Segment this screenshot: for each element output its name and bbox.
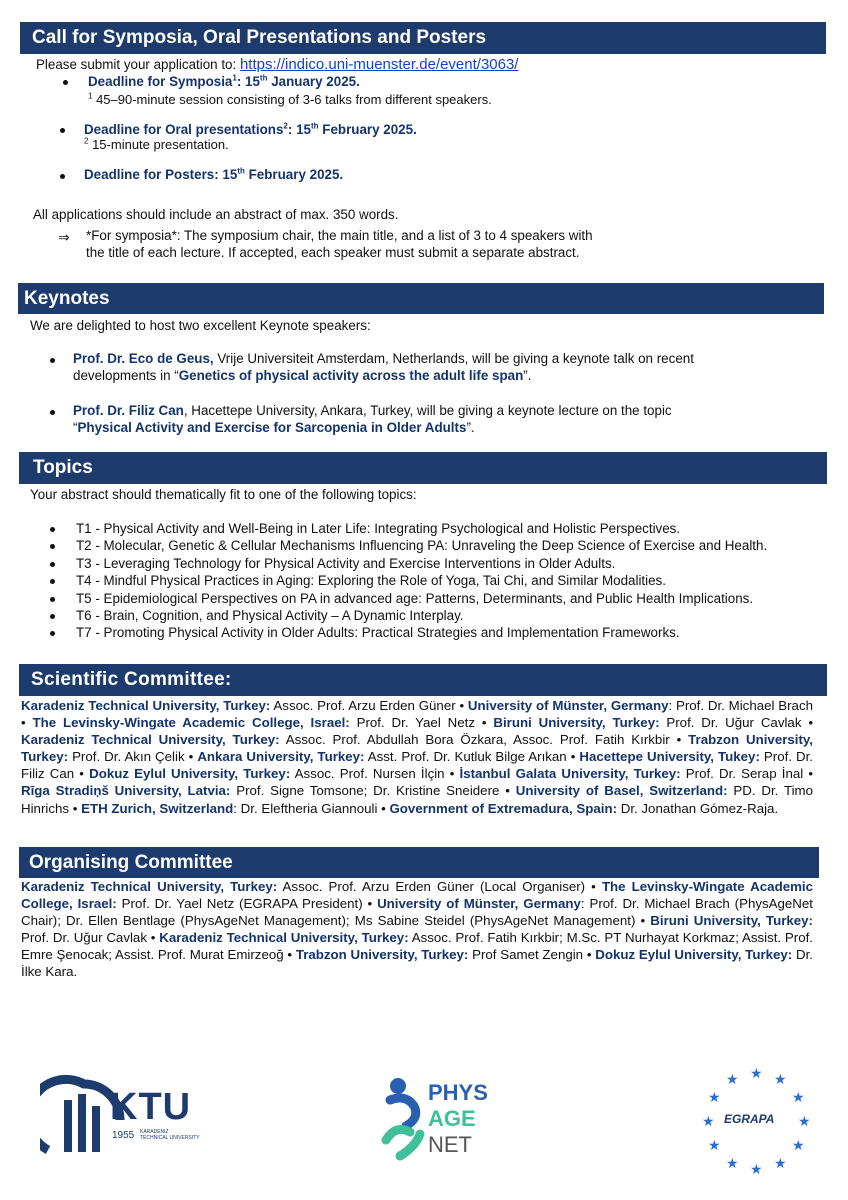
committee-names: Dr. Jonathan Gómez-Raja. xyxy=(617,800,779,816)
cfp-header xyxy=(20,22,826,54)
committee-org: İstanbul Galata University, Turkey: xyxy=(459,766,681,782)
committee-org: Hacettepe University, Tukey: xyxy=(579,749,760,765)
symposia-deadline: Deadline for Symposia$^1$: 15th January 2025. xyxy=(88,73,360,89)
scientific-members xyxy=(21,697,813,817)
committee-names: Prof. Dr. Akın Çelik • xyxy=(68,749,198,765)
net-text: NET xyxy=(428,1132,472,1157)
bullet xyxy=(50,410,55,415)
submit-text: Please submit your application to: xyxy=(36,57,237,72)
committee-names: Prof. Dr. Yael Netz (EGRAPA President) • xyxy=(116,896,378,912)
committee-names: Prof. Dr. Yael Netz • xyxy=(349,715,494,731)
ktu-text: KTU xyxy=(110,1086,192,1128)
list-item: T7 - Promoting Physical Activity in Older Adults: Practical Strategies and Implementation Frameworks. xyxy=(48,625,767,642)
committee-names: Prof. Signe Tomsone; Dr. Kristine Sneidere • xyxy=(230,783,516,799)
committee-names: Asst. Prof. Dr. Kutluk Bilge Arıkan • xyxy=(364,749,580,765)
keynote-2: Prof. Dr. Filiz Can, Hacettepe University, Ankara, Turkey, will be giving a keynote lecture on the topic “Physical Activity and Exercise for Sarcopenia in Older Adults”. xyxy=(73,403,672,435)
list-item: T3 - Leveraging Technology for Physical Activity and Exercise Interventions in Older Adults. xyxy=(48,556,767,573)
committee-names: Assoc. Prof. Arzu Erden Güner (Local Organiser) • xyxy=(277,879,602,894)
bullet xyxy=(50,358,55,363)
committee-names: PD. Dr. Timo Hinrichs • xyxy=(21,783,814,816)
topics-title: Topics xyxy=(33,457,93,478)
committee-org: Karadeniz Technical University, Turkey: xyxy=(21,698,271,713)
list-item: T4 - Mindful Physical Practices in Aging: Exploring the Role of Yoga, Tai Chi, and Similar Modalities. xyxy=(48,573,767,590)
committee-names: Assoc. Prof. Abdullah Bora Özkara, Assoc. Prof. Fatih Kırkbir • xyxy=(279,732,689,748)
committee-names: Assoc. Prof. Fatih Kırkbir; M.Sc. PT Nurhayat Korkmaz; Assist. Prof. Emre Şenocak; Assist. Prof. Murat Emirzeoğ • xyxy=(21,930,814,963)
scientific-title: Scientific Committee: xyxy=(31,669,232,690)
committee-org: The Levinsky-Wingate Academic College, Israel: xyxy=(21,879,814,912)
committee-names: Prof Samet Zengin • xyxy=(468,947,596,963)
committee-org: Government of Extremadura, Spain: xyxy=(389,800,618,816)
ktu-logo xyxy=(40,1072,200,1162)
committee-org: Karadeniz Technical University, Turkey: xyxy=(21,732,280,748)
list-item: T2 - Molecular, Genetic & Cellular Mechanisms Influencing PA: Unraveling the Deep Science of Exercise and Health. xyxy=(48,538,767,555)
topics-header xyxy=(19,452,827,484)
oral-deadline: Deadline for Oral presentations$^2$: 15th February 2025. xyxy=(84,121,417,137)
symposia-note: $^1$ 45–90-minute session consisting of 3-6 talks from different speakers. xyxy=(88,91,492,107)
organising-title: Organising Committee xyxy=(29,851,233,873)
committee-org: Trabzon University, Turkey: xyxy=(295,947,469,963)
committee-org: Ankara University, Turkey: xyxy=(197,749,365,765)
physagenet-logo xyxy=(376,1074,516,1164)
abstract-text: All applications should include an abstract of max. 350 words. xyxy=(33,207,399,222)
organising-members xyxy=(21,878,813,981)
age-text: AGE xyxy=(428,1106,476,1131)
committee-org: Biruni University, Turkey: xyxy=(650,913,813,929)
committee-org: Karadeniz Technical University, Turkey: xyxy=(21,879,278,894)
committee-org: University of Basel, Switzerland: xyxy=(515,783,728,799)
person-figure-icon xyxy=(376,1074,436,1164)
committee-names: Assoc. Prof. Nursen İlçin • xyxy=(290,766,460,782)
egrapa-logo: ★ ★ ★ ★ ★ ★ ★ ★ ★ ★ ★ ★ EGRAPA xyxy=(702,1065,811,1177)
committee-names: : Prof. Dr. Michael Brach (PhysAgeNet Chair); Dr. Ellen Bentlage (PhysAgeNet Management); Ms Sabine Steidel (PhysAgeNet Management) • xyxy=(21,896,813,929)
bullet xyxy=(60,174,65,179)
committee-org: Biruni University, Turkey: xyxy=(493,715,660,731)
committee-org: Dokuz Eylul University, Turkey: xyxy=(89,766,291,782)
committee-names: : Prof. Dr. Michael Brach • xyxy=(21,698,814,731)
committee-names: Prof. Dr. Filiz Can • xyxy=(21,749,813,782)
ktu-sub: KARADENIZ TECHNICAL UNIVERSITY xyxy=(140,1129,200,1141)
keynotes-header xyxy=(18,283,824,314)
committee-org: ETH Zurich, Switzerland xyxy=(81,800,234,816)
committee-org: Karadeniz Technical University, Turkey: xyxy=(159,930,409,946)
committee-org: University of Münster, Germany xyxy=(467,698,669,713)
list-item: T1 - Physical Activity and Well-Being in Later Life: Integrating Psychological and Holistic Perspectives. xyxy=(48,521,767,538)
committee-org: Rīga Stradiņš University, Latvia: xyxy=(21,783,231,799)
egrapa-text: EGRAPA xyxy=(724,1112,775,1126)
list-item: T6 - Brain, Cognition, and Physical Activity – A Dynamic Interplay. xyxy=(48,608,767,625)
list-item: T5 - Epidemiological Perspectives on PA in advanced age: Patterns, Determinants, and Public Health Implications. xyxy=(48,591,767,608)
committee-names: Assoc. Prof. Arzu Erden Güner • xyxy=(270,698,468,713)
keynote-1: Prof. Dr. Eco de Geus, Vrije Universiteit Amsterdam, Netherlands, will be giving a keynote talk on recent developments in “Genetics of physical activity across the adult life span”. xyxy=(73,351,694,383)
cfp-title: Call for Symposia, Oral Presentations and Posters xyxy=(32,27,487,48)
committee-org: Trabzon University, Turkey: xyxy=(21,732,814,765)
committee-names: : Dr. Eleftheria Giannouli • xyxy=(233,800,390,816)
phys-text: PHYS xyxy=(428,1080,488,1105)
committee-org: University of Münster, Germany xyxy=(377,896,581,912)
organising-header xyxy=(19,847,819,878)
bullet xyxy=(63,80,68,85)
scientific-header xyxy=(19,664,827,696)
ktu-year: 1955 xyxy=(112,1130,135,1141)
submit-line xyxy=(36,56,518,73)
committee-org: The Levinsky-Wingate Academic College, Israel: xyxy=(32,715,350,731)
committee-names: Prof. Dr. Serap İnal • xyxy=(680,766,813,782)
topics-intro: Your abstract should thematically fit to one of the following topics: xyxy=(30,487,417,502)
topics-list xyxy=(48,521,767,643)
committee-names: Dr. İlke Kara. xyxy=(21,947,813,980)
committee-names: Prof. Dr. Uğur Cavlak • xyxy=(659,715,813,731)
bullet xyxy=(60,128,65,133)
arrow-icon: ⇒ xyxy=(58,229,70,245)
committee-names: Prof. Dr. Uğur Cavlak • xyxy=(21,930,160,946)
symposia-info: *For symposia*: The symposium chair, the main title, and a list of 3 to 4 speakers with the title of each lecture. If accepted, each speaker must submit a separate abstract. xyxy=(86,228,593,260)
poster-deadline: Deadline for Posters: 15th February 2025. xyxy=(84,166,344,182)
keynotes-intro: We are delighted to host two excellent Keynote speakers: xyxy=(30,318,371,333)
committee-org: Dokuz Eylul University, Turkey: xyxy=(595,947,793,963)
oral-note: $^2$ 15-minute presentation. xyxy=(84,136,229,152)
keynotes-title: Keynotes xyxy=(24,287,110,309)
submit-link[interactable]: https://indico.uni-muenster.de/event/3063/ xyxy=(239,56,519,73)
